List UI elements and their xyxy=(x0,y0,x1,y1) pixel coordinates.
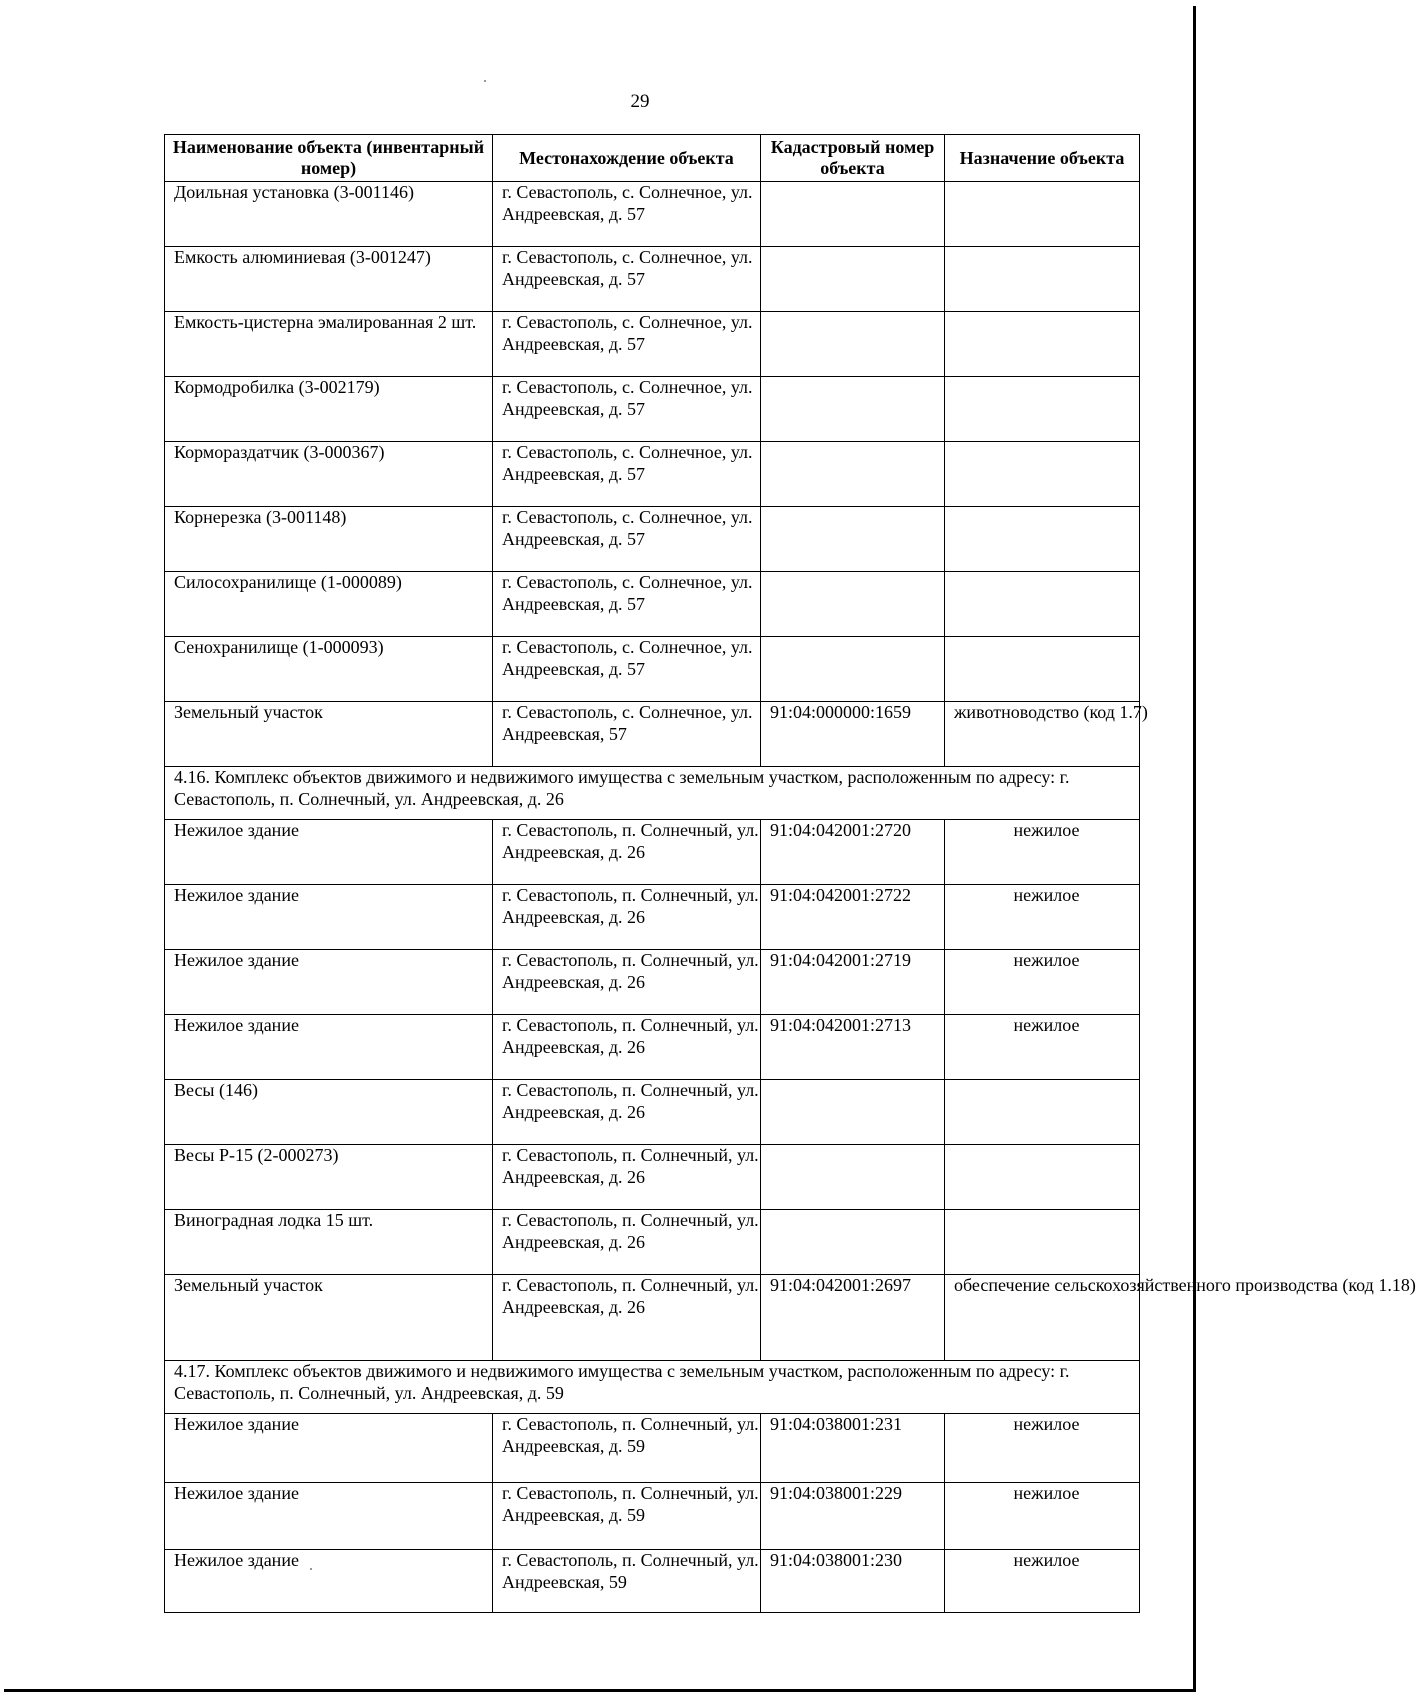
object-purpose-cell xyxy=(945,637,1140,702)
cadastral-number-cell xyxy=(761,637,945,702)
object-name-cell: Земельный участок xyxy=(165,1275,493,1361)
object-purpose-cell xyxy=(945,377,1140,442)
table-row xyxy=(165,1145,1140,1210)
cadastral-number-cell xyxy=(761,507,945,572)
cadastral-number-cell: 91:04:042001:2719 xyxy=(761,950,945,1015)
header-object-purpose: Назначение объекта xyxy=(945,135,1140,182)
cadastral-number-cell xyxy=(761,312,945,377)
object-name-cell: Доильная установка (3-001146) xyxy=(165,182,493,247)
table-row xyxy=(165,1483,1140,1550)
table-row xyxy=(165,377,1140,442)
object-location-cell: г. Севастополь, п. Солнечный, ул. Андреевская, д. 59 xyxy=(493,1414,761,1483)
object-purpose-cell xyxy=(945,572,1140,637)
cadastral-number-cell: 91:04:042001:2720 xyxy=(761,820,945,885)
table-row xyxy=(165,637,1140,702)
cadastral-number-cell xyxy=(761,182,945,247)
object-location-cell: г. Севастополь, п. Солнечный, ул. Андреевская, д. 26 xyxy=(493,1275,761,1361)
object-purpose-cell: нежилое xyxy=(945,1483,1140,1550)
object-purpose-cell xyxy=(945,247,1140,312)
object-location-cell: г. Севастополь, с. Солнечное, ул. Андреевская, д. 57 xyxy=(493,312,761,377)
object-location-cell: г. Севастополь, п. Солнечный, ул. Андреевская, д. 26 xyxy=(493,950,761,1015)
cadastral-number-cell: 91:04:038001:230 xyxy=(761,1550,945,1613)
object-purpose-cell: нежилое xyxy=(945,950,1140,1015)
object-purpose-cell: животноводство (код 1.7) xyxy=(945,702,1140,767)
object-name-cell: Корнерезка (3-001148) xyxy=(165,507,493,572)
table-row xyxy=(165,507,1140,572)
section-heading-row xyxy=(165,767,1140,820)
object-name-cell: Земельный участок xyxy=(165,702,493,767)
table-row xyxy=(165,820,1140,885)
object-location-cell: г. Севастополь, п. Солнечный, ул. Андреевская, д. 26 xyxy=(493,885,761,950)
object-location-cell: г. Севастополь, с. Солнечное, ул. Андреевская, д. 57 xyxy=(493,572,761,637)
section-heading: 4.17. Комплекс объектов движимого и недвижимого имущества с земельным участком, расположенным по адресу: г. Севастополь, п. Солнечный, ул. Андреевская, д. 59 xyxy=(165,1361,1140,1414)
section-heading: 4.16. Комплекс объектов движимого и недвижимого имущества с земельным участком, расположенным по адресу: г. Севастополь, п. Солнечный, ул. Андреевская, д. 26 xyxy=(165,767,1140,820)
cadastral-number-cell: 91:04:042001:2722 xyxy=(761,885,945,950)
object-name-cell: Емкость-цистерна эмалированная 2 шт. xyxy=(165,312,493,377)
object-location-cell: г. Севастополь, п. Солнечный, ул. Андреевская, д. 26 xyxy=(493,1080,761,1145)
header-cadastral-number: Кадастровый номер объекта xyxy=(761,135,945,182)
header-object-location: Местонахождение объекта xyxy=(493,135,761,182)
object-name-cell: Кормодробилка (3-002179) xyxy=(165,377,493,442)
object-purpose-cell: нежилое xyxy=(945,1550,1140,1613)
object-location-cell: г. Севастополь, с. Солнечное, ул. Андреевская, д. 57 xyxy=(493,507,761,572)
table-row xyxy=(165,442,1140,507)
section-heading-row xyxy=(165,1361,1140,1414)
table-row xyxy=(165,247,1140,312)
table-row xyxy=(165,1210,1140,1275)
table-row xyxy=(165,312,1140,377)
object-location-cell: г. Севастополь, с. Солнечное, ул. Андреевская, д. 57 xyxy=(493,247,761,312)
object-name-cell: Нежилое здание xyxy=(165,1483,493,1550)
object-location-cell: г. Севастополь, п. Солнечный, ул. Андреевская, д. 26 xyxy=(493,1210,761,1275)
object-purpose-cell xyxy=(945,1145,1140,1210)
cadastral-number-cell xyxy=(761,1210,945,1275)
table-row xyxy=(165,702,1140,767)
object-location-cell: г. Севастополь, с. Солнечное, ул. Андреевская, д. 57 xyxy=(493,377,761,442)
object-name-cell: Нежилое здание xyxy=(165,885,493,950)
object-location-cell: г. Севастополь, с. Солнечное, ул. Андреевская, д. 57 xyxy=(493,442,761,507)
object-purpose-cell xyxy=(945,1080,1140,1145)
object-location-cell: г. Севастополь, п. Солнечный, ул. Андреевская, д. 59 xyxy=(493,1483,761,1550)
table-row xyxy=(165,1414,1140,1483)
table-row xyxy=(165,182,1140,247)
object-name-cell: Нежилое здание xyxy=(165,1550,493,1613)
object-name-cell: Виноградная лодка 15 шт. xyxy=(165,1210,493,1275)
object-name-cell: Нежилое здание xyxy=(165,950,493,1015)
table-row xyxy=(165,885,1140,950)
object-name-cell: Емкость алюминиевая (3-001247) xyxy=(165,247,493,312)
object-location-cell: г. Севастополь, п. Солнечный, ул. Андреевская, д. 26 xyxy=(493,1015,761,1080)
object-name-cell: Весы Р-15 (2-000273) xyxy=(165,1145,493,1210)
cadastral-number-cell xyxy=(761,247,945,312)
object-name-cell: Сенохранилище (1-000093) xyxy=(165,637,493,702)
object-purpose-cell xyxy=(945,182,1140,247)
header-object-name: Наименование объекта (инвентарный номер) xyxy=(165,135,493,182)
object-purpose-cell: нежилое xyxy=(945,820,1140,885)
object-purpose-cell xyxy=(945,312,1140,377)
table-row xyxy=(165,1275,1140,1361)
table-row xyxy=(165,1550,1140,1613)
object-purpose-cell: нежилое xyxy=(945,1015,1140,1080)
page-number: 29 xyxy=(630,91,650,112)
cadastral-number-cell xyxy=(761,377,945,442)
cadastral-number-cell: 91:04:000000:1659 xyxy=(761,702,945,767)
cadastral-number-cell xyxy=(761,1145,945,1210)
table-header-row xyxy=(165,135,1140,182)
object-name-cell: Нежилое здание xyxy=(165,1015,493,1080)
object-name-cell: Весы (146) xyxy=(165,1080,493,1145)
object-purpose-cell: обеспечение сельскохозяйственного производства (код 1.18) xyxy=(945,1275,1140,1361)
scan-speck xyxy=(484,80,486,82)
cadastral-number-cell xyxy=(761,572,945,637)
object-location-cell: г. Севастополь, п. Солнечный, ул. Андреевская, д. 26 xyxy=(493,820,761,885)
object-location-cell: г. Севастополь, п. Солнечный, ул. Андреевская, 59 xyxy=(493,1550,761,1613)
cadastral-number-cell: 91:04:038001:229 xyxy=(761,1483,945,1550)
cadastral-number-cell: 91:04:042001:2697 xyxy=(761,1275,945,1361)
object-name-cell: Нежилое здание xyxy=(165,820,493,885)
object-name-cell: Нежилое здание xyxy=(165,1414,493,1483)
object-location-cell: г. Севастополь, с. Солнечное, ул. Андреевская, 57 xyxy=(493,702,761,767)
cadastral-number-cell: 91:04:042001:2713 xyxy=(761,1015,945,1080)
table-row xyxy=(165,1015,1140,1080)
object-purpose-cell xyxy=(945,1210,1140,1275)
cadastral-number-cell xyxy=(761,442,945,507)
cadastral-number-cell xyxy=(761,1080,945,1145)
object-purpose-cell xyxy=(945,442,1140,507)
object-name-cell: Кормораздатчик (3-000367) xyxy=(165,442,493,507)
table-row xyxy=(165,1080,1140,1145)
object-purpose-cell: нежилое xyxy=(945,1414,1140,1483)
object-purpose-cell xyxy=(945,507,1140,572)
table-row xyxy=(165,950,1140,1015)
object-location-cell: г. Севастополь, с. Солнечное, ул. Андреевская, д. 57 xyxy=(493,182,761,247)
table-body xyxy=(165,182,1416,1613)
property-register-table xyxy=(164,134,1416,1613)
object-name-cell: Силосохранилище (1-000089) xyxy=(165,572,493,637)
object-purpose-cell: нежилое xyxy=(945,885,1140,950)
cadastral-number-cell: 91:04:038001:231 xyxy=(761,1414,945,1483)
table-row xyxy=(165,572,1140,637)
object-location-cell: г. Севастополь, п. Солнечный, ул. Андреевская, д. 26 xyxy=(493,1145,761,1210)
object-location-cell: г. Севастополь, с. Солнечное, ул. Андреевская, д. 57 xyxy=(493,637,761,702)
